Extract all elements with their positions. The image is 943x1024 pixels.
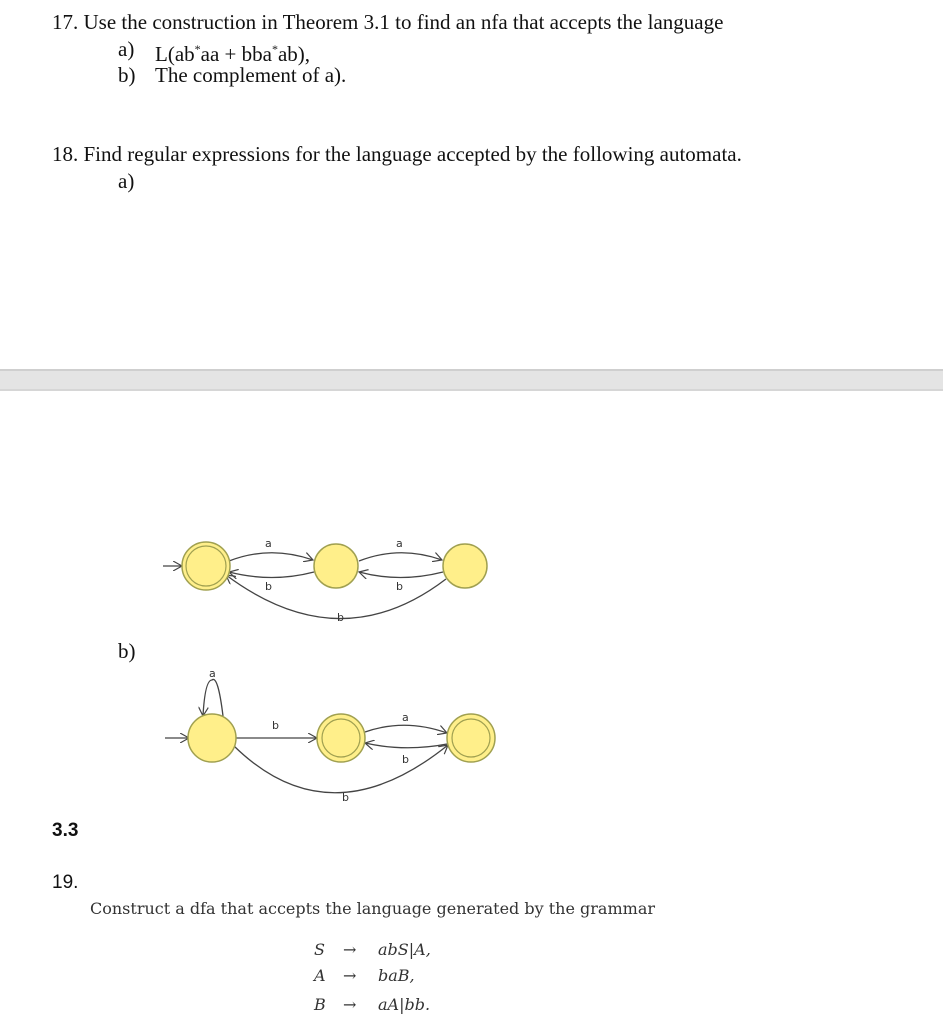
rule-arrow: →: [343, 995, 357, 1014]
q17-stem: 17. Use the construction in Theorem 3.1 to find an nfa that accepts the language: [52, 10, 724, 34]
label-a: a: [209, 667, 216, 680]
state-q1: [314, 544, 358, 588]
state-q2: [443, 544, 487, 588]
rule-arrow: →: [343, 966, 357, 985]
section-number: 3.3: [52, 820, 79, 841]
label-b: b: [396, 580, 403, 593]
rule-rhs: aA|bb.: [378, 995, 431, 1014]
label-a: a: [396, 537, 403, 550]
rule-arrow: →: [343, 940, 357, 959]
state-q1: [317, 714, 365, 762]
q17-a-suffix: ab),: [277, 42, 311, 66]
label-b: b: [337, 611, 344, 624]
q17-b-marker: b): [118, 63, 136, 87]
edge-q0-loop: [203, 679, 223, 716]
edge-q2-q1: [365, 743, 447, 748]
label-a: a: [402, 711, 409, 724]
label-b: b: [272, 719, 279, 732]
state-q0: [188, 714, 236, 762]
edge-q1-q2: [359, 553, 442, 561]
q19-text: Construct a dfa that accepts the language generated by the grammar: [90, 899, 655, 918]
rule-lhs: A: [314, 966, 326, 985]
rule-rhs: baB,: [378, 966, 415, 985]
star: *: [194, 42, 201, 56]
q18-a-marker: a): [118, 169, 135, 193]
label-a: a: [265, 537, 272, 550]
rule-lhs: S: [314, 940, 325, 959]
label-b: b: [402, 753, 409, 766]
q17-b-text: The complement of a).: [155, 63, 347, 87]
rule-lhs: B: [314, 995, 326, 1014]
state-q2: [447, 714, 495, 762]
edge-q2-q1: [359, 572, 443, 578]
q17-a-marker: a): [118, 37, 135, 61]
q17-a-mid: aa + bba: [200, 42, 272, 66]
state-q0: [182, 542, 230, 590]
edge-q1-q0: [229, 572, 314, 578]
rule-rhs: abS|A,: [378, 940, 431, 959]
q18-stem: 18. Find regular expressions for the language accepted by the following automata.: [52, 142, 742, 166]
q17-a-prefix: L(ab: [155, 42, 195, 66]
label-b: b: [265, 580, 272, 593]
star: *: [271, 42, 278, 56]
edge-q1-q2: [365, 725, 447, 733]
q19-number: 19.: [52, 872, 79, 893]
q18-b-marker: b): [118, 639, 136, 663]
label-b: b: [342, 791, 349, 804]
edge-q0-q1: [229, 553, 313, 561]
